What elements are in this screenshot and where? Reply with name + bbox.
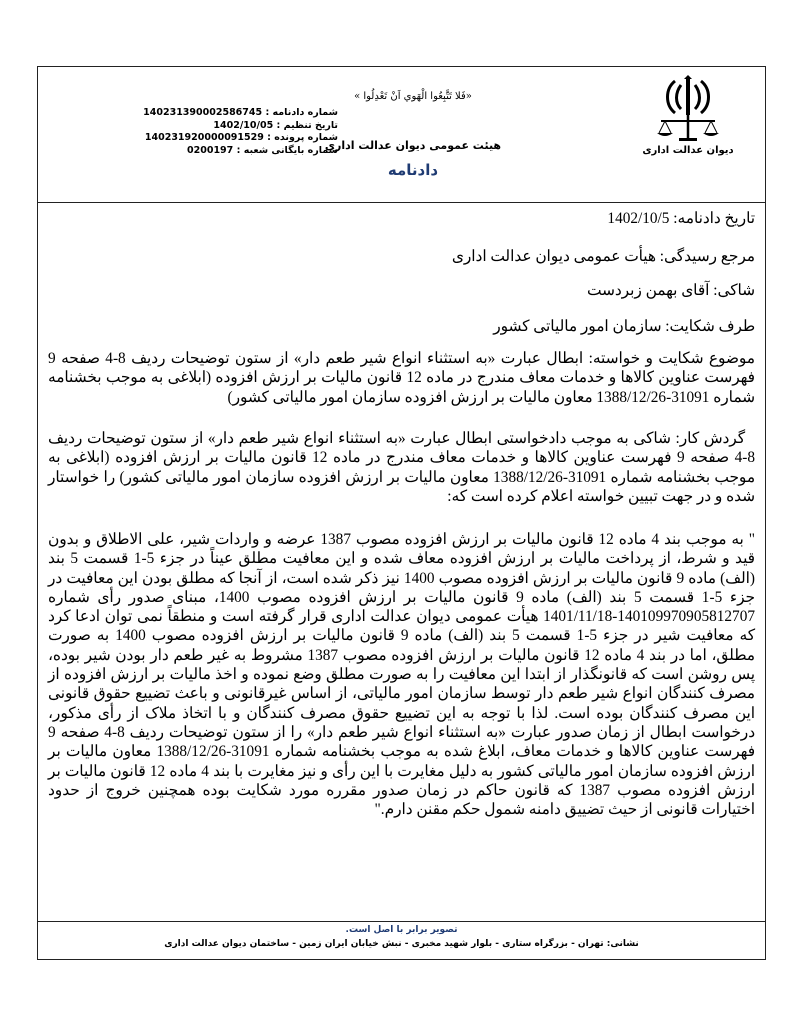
document-footer <box>38 921 765 959</box>
process-paragraph: گردش کار: شاکی به موجب دادخواستی ابطال عبارت «به استثناء انواع شیر طعم دار» از ستون توضیحات ردیف 8-4 صفحه 9 فهرست عناوین کالاها و خدمات معاف مندرج در ماده 12 قانون مالیات بر ارزش افزوده (ابلاغی به موجب بخشنامه شماره 31091-1388/12/26 معاون مالیات بر ارزش افزوده سازمان امور مالیاتی کشور) را خواستار شده و در جهت تبیین خواسته اعلام کرده است که: <box>48 430 756 505</box>
authority-line: مرجع رسیدگی: هیأت عمومی دیوان عدالت اداری <box>451 248 755 265</box>
document-meta <box>98 107 338 157</box>
court-address: نشانی: تهران - بزرگراه ستاری - بلوار شهید مخبری - نبش خیابان ایران زمین - ساختمان دیوان عدالت اداری <box>164 939 639 949</box>
emblem-caption: دیوان عدالت اداری <box>642 145 734 156</box>
document-header <box>38 67 765 203</box>
iran-emblem-icon <box>653 75 723 143</box>
verdict-date-line: تاریخ دادنامه: 1402/10/5 <box>607 210 755 227</box>
quran-verse: «فَلا تَتَّبِعُوا الْهَوي اَنْ تَعْدِلُوا » <box>354 91 472 102</box>
document-title: دادنامه <box>387 161 439 179</box>
certified-copy-note: تصویر برابر با اصل است. <box>345 925 458 935</box>
meta-case-number: شماره پرونده : 140231920000091529 <box>144 132 338 143</box>
subject-paragraph: موضوع شکایت و خواسته: ابطال عبارت «به استثناء انواع شیر طعم دار» از ستون توضیحات ردیف 8-4 صفحه 9 فهرست عناوین کالاها و خدمات معاف مندرج در ماده 12 قانون مالیات بر ارزش افزوده (ابلاغی به موجب بخشنامه شماره 31091-1388/12/26 معاون مالیات بر ارزش افزوده سازمان امور مالیاتی کشور) <box>48 350 755 406</box>
court-emblem <box>633 75 743 195</box>
defendant-line: طرف شکایت: سازمان امور مالیاتی کشور <box>493 318 755 335</box>
board-name: هیئت عمومی دیوان عدالت اداری <box>324 139 502 152</box>
meta-issue-date: تاریخ تنظیم : 1402/10/05 <box>213 119 338 131</box>
quote-paragraph: " به موجب بند 4 ماده 12 قانون مالیات بر ارزش افزوده مصوب 1387 عرضه و واردات شیر، علی الاطلاق و بدون قید و شرط، از پرداخت مالیات بر ارزش افزوده معاف شده و این معافیت مطلق عیناً در جزء 5-1 قسمت 5 بند (الف) ماده 9 قانون مالیات بر ارزش افزوده مصوب 1400 نیز ذکر شده است، از آنجا که مطلق بودن این معافیت در جزء 5-1 قسمت 5 بند (الف) ماده 9 قانون مالیات بر ارزش افزوده مصوب 1400، مبنای صدور رأی شماره 140109970905812707-1401/11/18 هیأت عمومی دیوان عدالت اداری قرار گرفته است و منطقاً نمی توان ادعا کرد که معافیت شیر در جزء 5-1 قسمت 5 بند (الف) ماده 9 قانون مالیات بر ارزش افزوده مصوب 1400 به صورت مطلق، اما در بند 4 ماده 12 قانون مالیات بر ارزش افزوده مصوب 1387 مشروط به غیر طعم دار بودن شیر بوده، پس روشن است که قانونگذار از ابتدا این معافیت را به صورت مطلق وضع نموده و اخذ مالیات بر ارزش افزوده از مصرف کنندگان انواع شیر طعم دار توسط سازمان امور مالیاتی، از اساس غیرقانونی و باعث تضییع حقوق قانونی این مصرف کنندگان بوده است. لذا با توجه به این تضییع حقوق مصرف کنندگان و با اتخاذ ملاک از رأی مذکور، درخواست ابطال از زمان صدور عبارت «به استثناء انواع شیر طعم دار» را از ستون توضیحات ردیف 8-4 صفحه 9 فهرست عناوین کالاها و خدمات معاف، ابلاغ شده به موجب بخشنامه شماره 31091-1388/12/26 معاون مالیات بر ارزش افزوده سازمان امور مالیاتی کشور به دلیل مغایرت با این رأی و نیز مغایرت با بند 4 ماده 12 قانون مالیات بر ارزش افزوده مصوب 1387 که قانون حاکم در زمان صدور مقرره مورد شکایت بوده همچنین خروج از حدود اختیارات قانونی از حیث تضییق دامنه شمول حکم مقنن دارم." <box>48 531 756 819</box>
meta-archive-number: شماره بایگانی شعبه : 0200197 <box>187 144 338 156</box>
plaintiff-line: شاکی: آقای بهمن زبردست <box>587 282 755 299</box>
document-frame <box>37 66 766 960</box>
meta-verdict-number: شماره دادنامه : 140231390002586745 <box>143 107 338 118</box>
